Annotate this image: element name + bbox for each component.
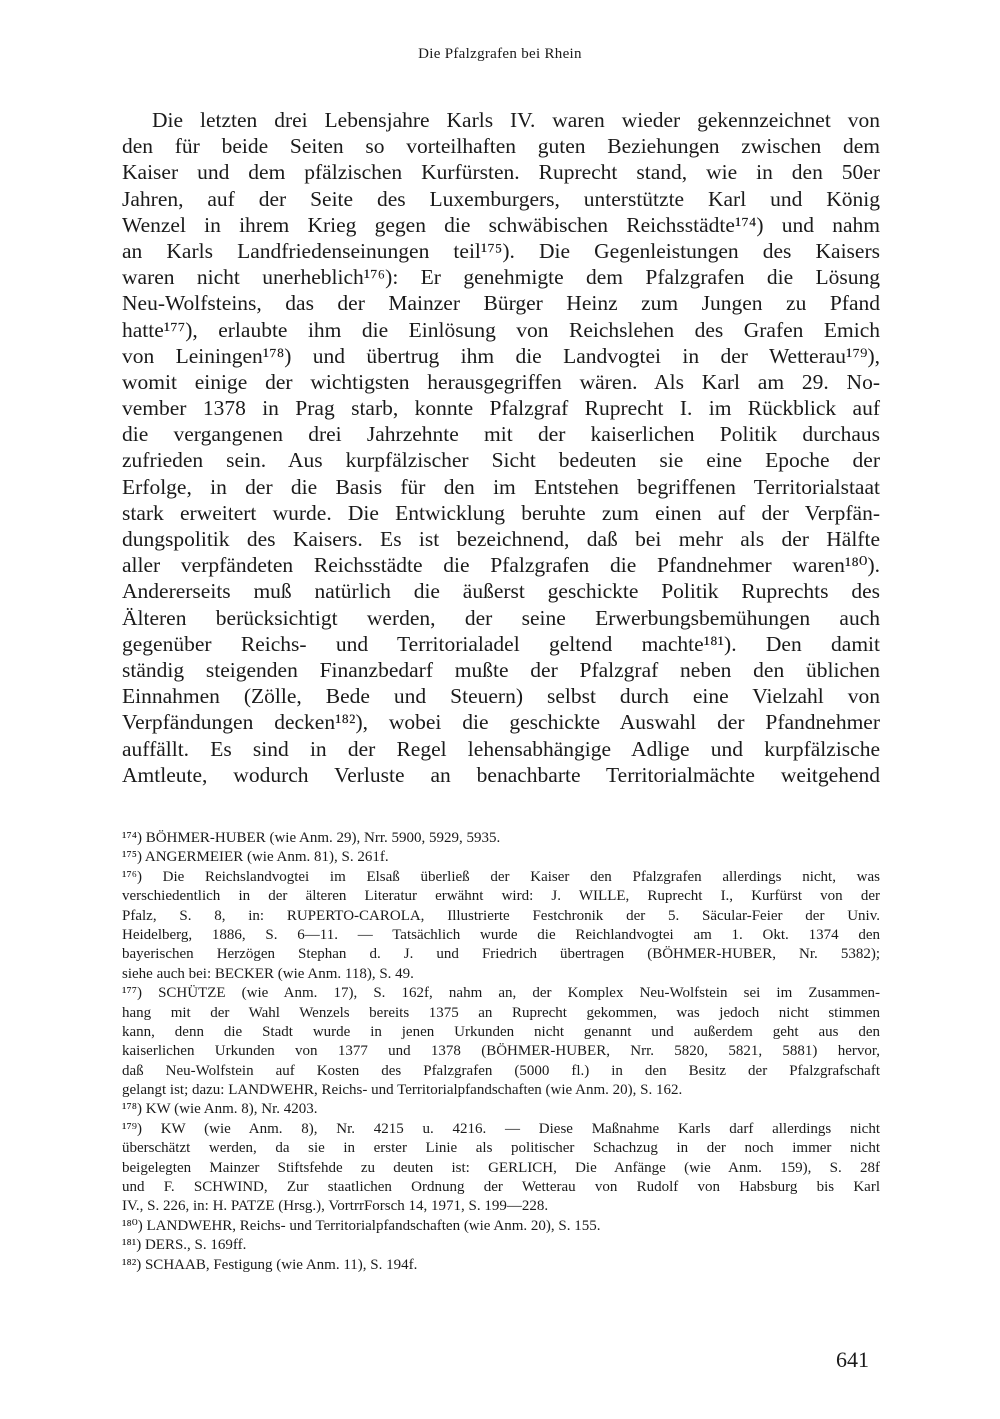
- footnote-line: beigelegten Mainzer Stiftsfehde zu deuten ist: GERLICH, Die Anfänge (wie Anm. 159), S. 28f: [122, 1159, 880, 1176]
- footnote-line: gelangt ist; dazu: LANDWEHR, Reichs- und Territorialpfandschaften (wie Anm. 20), S. 162.: [122, 1082, 683, 1099]
- body-line: aller verpfändeten Reichsstädte die Pfalzgrafen die Pfandnehmer waren¹⁸⁰).: [122, 553, 880, 578]
- body-line: Kaiser und dem pfälzischen Kurfürsten. Ruprecht stand, wie in den 50er: [122, 160, 880, 185]
- running-header: Die Pfalzgrafen bei Rhein: [418, 46, 582, 62]
- footnote-line: kaiserlichen Urkunden von 1377 und 1378 (BÖHMER-HUBER, Nrr. 5820, 5821, 5881) hervor,: [122, 1043, 880, 1060]
- body-line: dungspolitik des Kaisers. Es ist bezeichnend, daß bei mehr als der Hälfte: [122, 527, 880, 551]
- footnote-175: ¹⁷⁵) ANGERMEIER (wie Anm. 81), S. 261f.: [122, 849, 389, 866]
- footnote-line: und F. SCHWIND, Zur staatlichen Ordnung der Wetterau von Rudolf von Habsburg bis Karl: [122, 1179, 880, 1196]
- body-line: Jahren, auf der Seite des Luxemburgers, unterstützte Karl und König: [122, 186, 880, 211]
- body-line: vember 1378 in Prag starb, konnte Pfalzgraf Ruprecht I. im Rückblick auf: [122, 396, 880, 421]
- footnote-177: ¹⁷⁷) SCHÜTZE (wie Anm. 17), S. 162f, nahm an, der Komplex Neu-Wolfstein sei im Zusammen-: [122, 985, 880, 1002]
- body-line: von Leiningen¹⁷⁸) und übertrug ihm die Landvogtei in der Wetterau¹⁷⁹),: [122, 343, 880, 368]
- body-line: den für beide Seiten so vorteilhaften guten Beziehungen zwischen dem: [122, 134, 880, 159]
- body-line: Andererseits muß natürlich die äußerst geschickte Politik Ruprechts des: [122, 579, 880, 604]
- body-line: Einnahmen (Zölle, Bede und Steuern) selbst durch eine Vielzahl von: [122, 684, 880, 709]
- body-line: womit einige der wichtigsten herausgegriffen wären. Als Karl am 29. No-: [122, 369, 880, 394]
- body-line: Älteren berücksichtigt werden, der seine Erwerbungsbemühungen auch: [122, 605, 880, 630]
- footnote-181: ¹⁸¹) DERS., S. 169ff.: [122, 1237, 247, 1254]
- footnote-line: verschiedentlich in der älteren Literatur erwähnt wird: J. WILLE, Ruprecht I., Kurfürst von der: [122, 888, 880, 905]
- footnotes: [122, 829, 880, 1275]
- footnote-174: ¹⁷⁴) BÖHMER-HUBER (wie Anm. 29), Nrr. 5900, 5929, 5935.: [122, 830, 501, 846]
- body-line: Erfolge, in der die Basis für den im Entstehen begriffenen Territorialstaat: [122, 474, 880, 499]
- main-paragraph: [122, 107, 880, 788]
- footnote-line: bayerischen Herzögen Stephan d. J. und Friedrich übertragen (BÖHMER-HUBER, Nr. 5382);: [122, 946, 880, 963]
- body-line: Verpfändungen decken¹⁸²), wobei die geschickte Auswahl der Pfandnehmer: [122, 710, 880, 735]
- body-line: Die letzten drei Lebensjahre Karls IV. waren wieder gekennzeichnet von: [152, 108, 880, 132]
- body-line: Wenzel in ihrem Krieg gegen die schwäbischen Reichsstädte¹⁷⁴) und nahm: [122, 212, 880, 237]
- footnote-line: Pfalz, S. 8, in: RUPERTO-CAROLA, Illustrierte Festchronik der 5. Säcular-Feier der Univ.: [122, 907, 880, 924]
- footnote-line: IV., S. 226, in: H. PATZE (Hrsg.), VortrrForsch 14, 1971, S. 199—228.: [122, 1198, 549, 1215]
- body-line: ständig steigenden Finanzbedarf mußte der Pfalzgraf neben den üblichen: [122, 657, 880, 682]
- footnote-180: ¹⁸⁰) LANDWEHR, Reichs- und Territorialpfandschaften (wie Anm. 20), S. 155.: [122, 1217, 601, 1234]
- body-line: an Karls Landfriedenseinungen teil¹⁷⁵). Die Gegenleistungen des Kaisers: [122, 238, 880, 263]
- footnote-line: daß Neu-Wolfstein auf Kosten des Pfalzgrafen (5000 fl.) in den Besitz der Pfalzgrafschaft: [122, 1062, 880, 1079]
- body-line: waren nicht unerheblich¹⁷⁶): Er genehmigte dem Pfalzgrafen die Lösung: [122, 265, 880, 290]
- footnote-176: ¹⁷⁶) Die Reichslandvogtei im Elsaß überließ der Kaiser den Pfalzgrafen allerdings nicht, was: [122, 868, 880, 885]
- footnote-line: siehe auch bei: BECKER (wie Anm. 118), S. 49.: [122, 965, 414, 982]
- body-line: Neu-Wolfsteins, das der Mainzer Bürger Heinz zum Jungen zu Pfand: [122, 291, 880, 316]
- footnote-line: hang mit der Wahl Wenzels bereits 1375 an Ruprecht gekommen, was jedoch nicht stimmen: [122, 1004, 880, 1021]
- footnote-178: ¹⁷⁸) KW (wie Anm. 8), Nr. 4203.: [122, 1101, 318, 1118]
- footnote-line: Heidelberg, 1886, S. 6—11. — Tatsächlich wurde die Reichlandvogtei am 1. Okt. 1374 den: [122, 926, 880, 943]
- footnote-line: überschätzt werden, da sie in erster Linie als politischer Schachzug in der noch immer nicht: [122, 1140, 880, 1157]
- footnote-179: ¹⁷⁹) KW (wie Anm. 8), Nr. 4215 u. 4216. — Diese Maßnahme Karls darf allerdings nicht: [122, 1120, 880, 1137]
- footnote-line: kann, denn die Stadt wurde in jenen Urkunden nicht genannt und außerdem geht aus den: [122, 1023, 880, 1040]
- body-line: die vergangenen drei Jahrzehnte mit der kaiserlichen Politik durchaus: [122, 422, 880, 447]
- body-line: Amtleute, wodurch Verluste an benachbarte Territorialmächte weitgehend: [122, 762, 880, 787]
- body-line: auffällt. Es sind in der Regel lehensabhängige Adlige und kurpfälzische: [122, 736, 880, 761]
- footnote-182: ¹⁸²) SCHAAB, Festigung (wie Anm. 11), S. 194f.: [122, 1256, 418, 1273]
- body-line: gegenüber Reichs- und Territorialadel geltend machte¹⁸¹). Den damit: [122, 631, 880, 656]
- body-line: stark erweitert wurde. Die Entwicklung beruhte zum einen auf der Verpfän-: [122, 500, 880, 525]
- body-line: zufrieden sein. Aus kurpfälzischer Sicht bedeuten sie eine Epoche der: [122, 448, 880, 473]
- body-line: hatte¹⁷⁷), erlaubte ihm die Einlösung von Reichslehen des Grafen Emich: [122, 317, 880, 342]
- page-number: 641: [836, 1347, 869, 1372]
